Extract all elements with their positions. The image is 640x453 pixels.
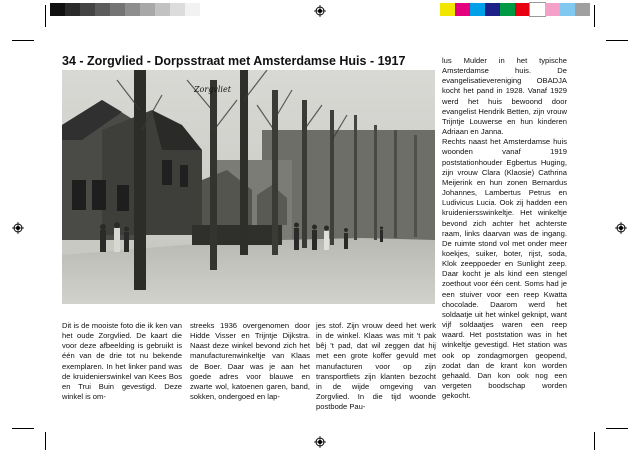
page-title: 34 - Zorgvlied - Dorpsstraat met Amsterdamse Huis - 1917 (62, 54, 406, 68)
color-swatch (440, 3, 455, 16)
photo-caption: Zorgvliet (194, 85, 231, 94)
color-swatch (95, 3, 110, 16)
registration-mark-icon (615, 222, 627, 234)
color-swatch (125, 3, 140, 16)
greyscale-calibration-bar (50, 3, 200, 16)
color-swatch (140, 3, 155, 16)
color-swatch (155, 3, 170, 16)
historic-photograph (62, 70, 435, 304)
registration-mark-icon (314, 5, 326, 17)
color-swatch (185, 3, 200, 16)
color-swatch (530, 3, 545, 16)
color-swatch (110, 3, 125, 16)
registration-mark-icon (314, 436, 326, 448)
color-swatch (575, 3, 590, 16)
color-swatch (500, 3, 515, 16)
color-swatch (485, 3, 500, 16)
color-swatch (515, 3, 530, 16)
text-column-2: streeks 1936 overgenomen door Hidde Visser en Trijntje Dijkstra. Naast deze winkel bevond zich het manufacturenwinkeltje van Klaas de Boer. Daar was je aan het goede adres voor blauwe en zwarte wol, katoenen garen, band, sokken, ondergoed en lap- (190, 321, 310, 402)
text-column-4 (442, 56, 567, 401)
color-swatch (80, 3, 95, 16)
color-swatch (470, 3, 485, 16)
color-swatch (50, 3, 65, 16)
registration-mark-icon (12, 222, 24, 234)
color-swatch (560, 3, 575, 16)
text-column-1: Dit is de mooiste foto die ik ken van het oude Zorgvlied. De kaart die voor deze afbeelding is gebruikt is één van de drie tot nu bekende exemplaren. In het linker pand was de kruidenierswinkel van Kees Bos en Trui Buin gevestigd. Deze winkel is om- (62, 321, 182, 402)
color-swatch (65, 3, 80, 16)
text-column-3: jes stof. Zijn vrouw deed het werk in de winkel. Klaas was mit 't pak bêj 't pad, dat wil zeggen dat hij met een grote koffer gevuld met manufacturen voor op zijn transportfiets zijn klanten bezocht in de wijde omgeving van Zorgvlied. In die tijd woonde postbode Pau- (316, 321, 436, 412)
color-swatch (170, 3, 185, 16)
text-paragraph: Rechts naast het Amsterdamse huis woonden vanaf 1919 poststationhouder Egbertus Huging, zijn vrouw Clara (Klaosie) Cathrina Meijerink en hun zonen Bernardus Johannes, Lambertus Petrus en Ludivicus Lucia. Ook zij hadden een kruideniersswinkeltje. Het winkeltje bevond zich achter het achterste raam, links daarvan was de ingang. De ruimte stond vol met onder meer koekjes, suiker, boter, rijst, soda, Klok zeeppoeder en Sunlight zeep. Daar kocht je als kind een stengel zoethout voor één cent. Soms had je een stuiver voor een reep Kwatta chocolade. Daarom werd het soldaatje uit het winkel geknipt, want vijf soldaatjes waren een reep waard. Het poststation was in het winkeltje gevestigd. Het station was ook op zondagmorgen geopend, zodat dan de krant kon worden gehaald. Dan kon ook nog een vergeten boodschap worden gekocht. (442, 137, 567, 401)
street-scene-illustration (62, 70, 435, 304)
color-swatch (545, 3, 560, 16)
color-swatch (455, 3, 470, 16)
text-paragraph: lus Mulder in het typische Amsterdamse huis. De evangelisatievereniging OBADJA kocht het pand in 1928. Vanaf 1929 werd het huis bewoond door evangelist Hendrik Betten, zijn vrouw Trijntje Louwerse en hun kinderen Adriaan en Janna. (442, 56, 567, 137)
color-calibration-bar (440, 3, 590, 16)
